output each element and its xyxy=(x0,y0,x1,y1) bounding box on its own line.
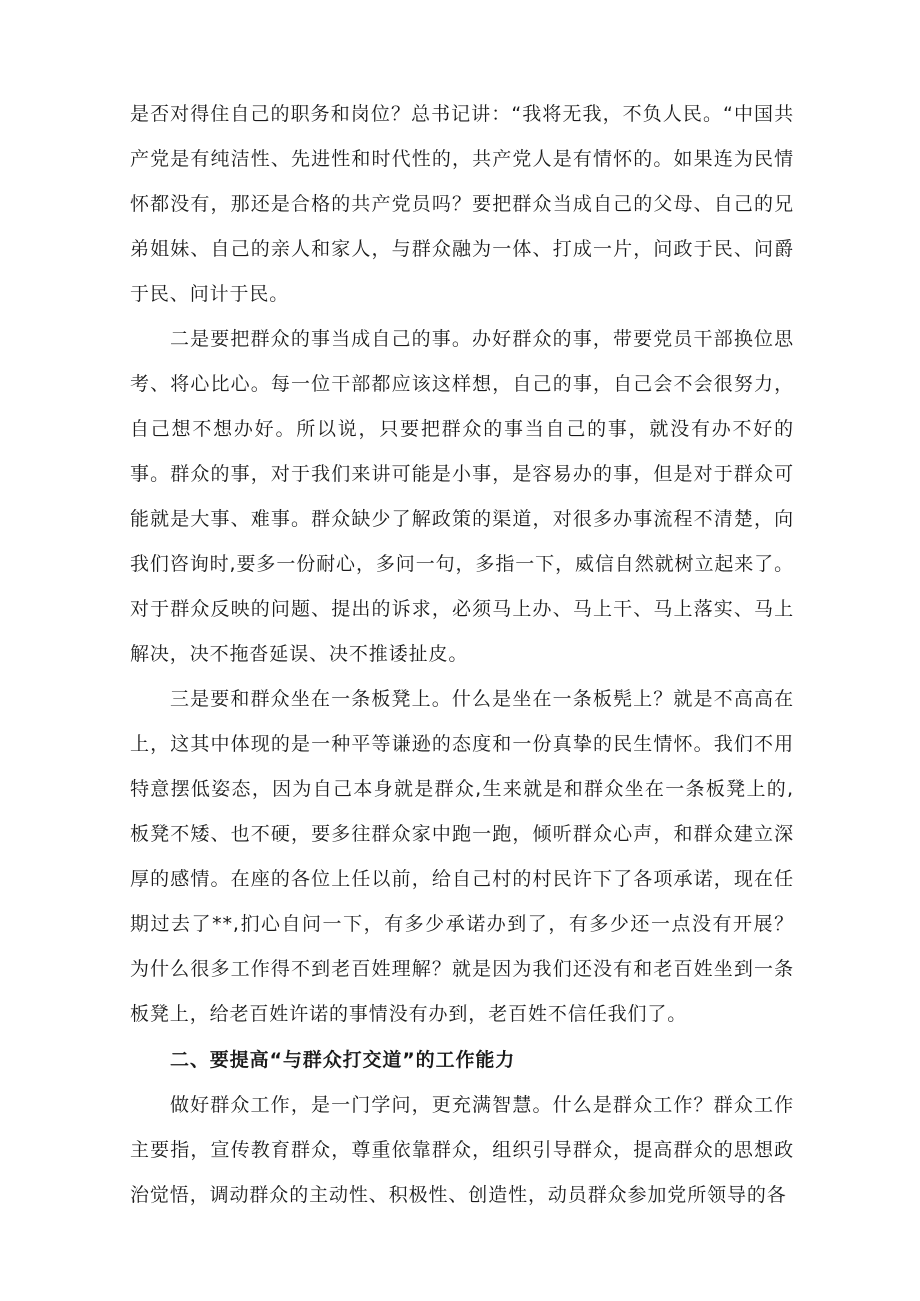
paragraph-3: 三是要和群众坐在一条板凳上。什么是坐在一条板髡上？就是不高高在上，这其中体现的是一种平等谦逊的态度和一份真挚的民生情怀。我们不用特意摆低姿态，因为自己本身就是群众,生来就是和群众坐在一条板凳上的,板凳不矮、也不硬，要多往群众家中跑一跑，倾听群众心声，和群众建立深厚的感情。在座的各位上任以前，给自己村的村民许下了各项承诺，现在任期过去了**,扪心自问一下，有多少承诺办到了，有多少还一点没有开展？为什么很多工作得不到老百姓理解？就是因为我们还没有和老百姓坐到一条板凳上，给老百姓许诺的事情没有办到，老百姓不信任我们了。 xyxy=(130,688,794,1025)
section-heading: 二、要提高“与群众打交道”的工作能力 xyxy=(170,1049,516,1071)
paragraph-1: 是否对得住自己的职务和岗位？总书记讲：“我将无我，不负人民。“中国共产党是有纯洁性、先进性和时代性的，共产党人是有情怀的。如果连为民情怀都没有，那还是合格的共产党员吗？要把群众当成自己的父母、自己的兄弟姐妹、自己的亲人和家人，与群众融为一体、打成一片，问政于民、问爵于民、问计于民。 xyxy=(130,103,794,305)
paragraph-4: 做好群众工作，是一门学问，更充满智慧。什么是群众工作？群众工作主要指，宣传教育群众，尊重依靠群众，组织引导群众，提高群众的思想政治觉悟，调动群众的主动性、积极性、创造性，动员群众参加党所领导的各 xyxy=(130,1094,794,1206)
document-body xyxy=(130,92,794,1218)
paragraph-2: 二是要把群众的事当成自己的事。办好群众的事，带要党员干部换位思考、将心比心。每一位干部都应该这样想，自己的事，自己会不会很努力，自己想不想办好。所以说，只要把群众的事当自己的事，就没有办不好的事。群众的事，对于我们来讲可能是小事，是容易办的事，但是对于群众可能就是大事、难事。群众缺少了解政策的渠道，对很多办事流程不清楚，向我们咨询时,要多一份耐心，多问一句，多指一下，威信自然就树立起来了。对于群众反映的问题、提出的诉求，必须马上办、马上干、马上落实、马上解决，决不拖沓延误、决不推诿扯皮。 xyxy=(130,328,794,665)
